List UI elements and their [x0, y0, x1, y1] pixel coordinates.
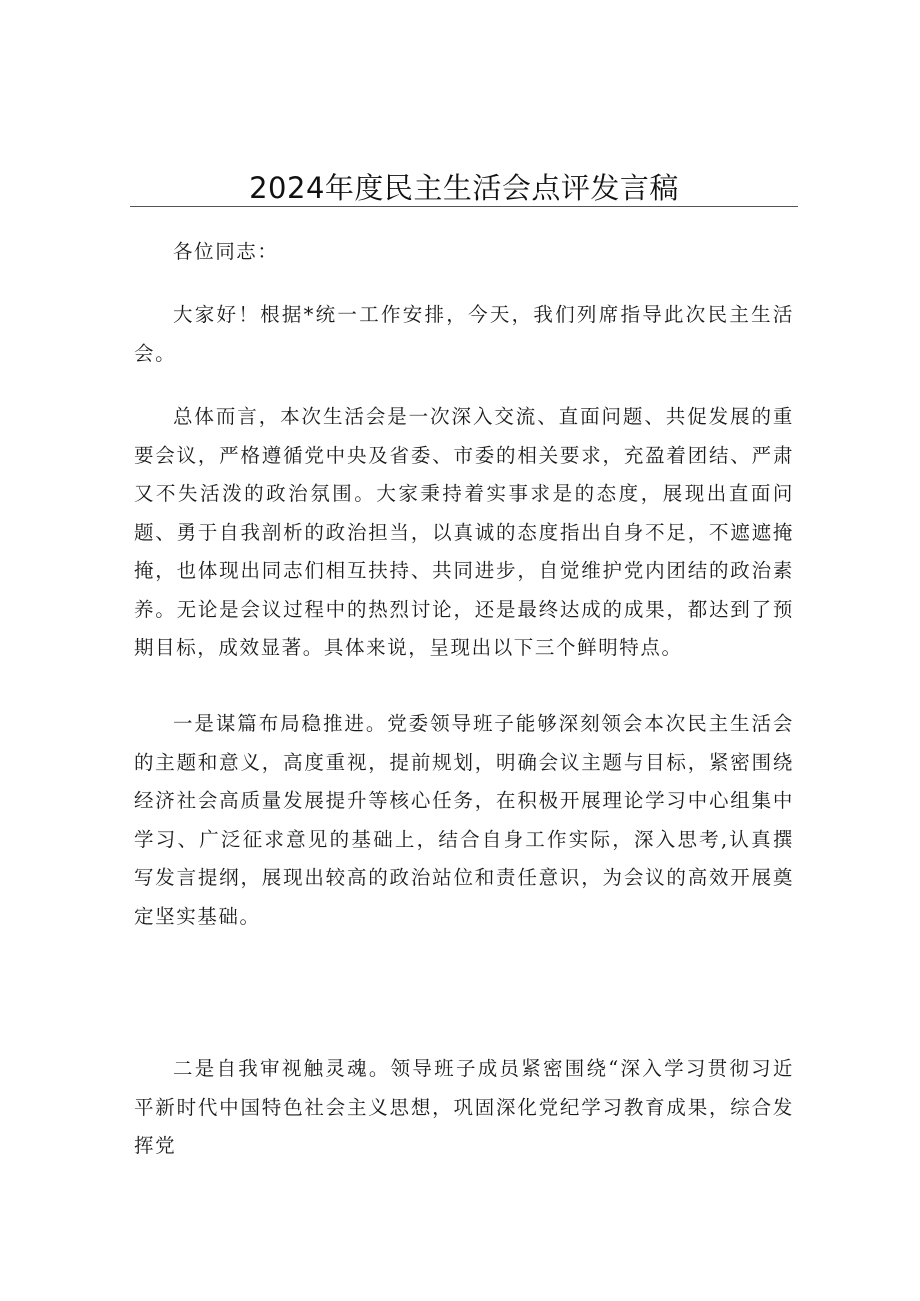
paragraph-1: 大家好！根据*统一工作安排，今天，我们列席指导此次民主生活会。 — [134, 303, 794, 365]
paragraph-3: 一是谋篇布局稳推进。党委领导班子能够深刻领会本次民主生活会的主题和意义，高度重视，提前规划，明确会议主题与目标，紧密围绕经济社会高质量发展提升等核心任务，在积极开展理论学习中心组集中学习、广泛征求意见的基础上，结合自身工作实际，深入思考,认真撰写发言提纲，展现出较高的政治站位和责任意识，为会议的高效开展奠定坚实基础。 — [134, 712, 794, 928]
document-title: 2024年度民主生活会点评发言稿 — [249, 171, 679, 205]
paragraph-2: 总体而言，本次生活会是一次深入交流、直面问题、共促发展的重要会议，严格遵循党中央及省委、市委的相关要求，充盈着团结、严肃又不失活泼的政治氛围。大家秉持着实事求是的态度，展现出直面问题、勇于自我剖析的政治担当，以真诚的态度指出自身不足，不遮遮掩掩，也体现出同志们相互扶持、共同进步，自觉维护党内团结的政治素养。无论是会议过程中的热烈讨论，还是最终达成的成果，都达到了预期目标，成效显著。具体来说，呈现出以下三个鲜明特点。 — [134, 405, 794, 659]
title-underline — [130, 206, 798, 207]
paragraph-4: 二是自我审视触灵魂。领导班子成员紧密围绕“深入学习贯彻习近平新时代中国特色社会主义思想，巩固深化党纪学习教育成果，综合发挥党 — [134, 1057, 794, 1157]
greeting: 各位同志： — [173, 240, 279, 263]
